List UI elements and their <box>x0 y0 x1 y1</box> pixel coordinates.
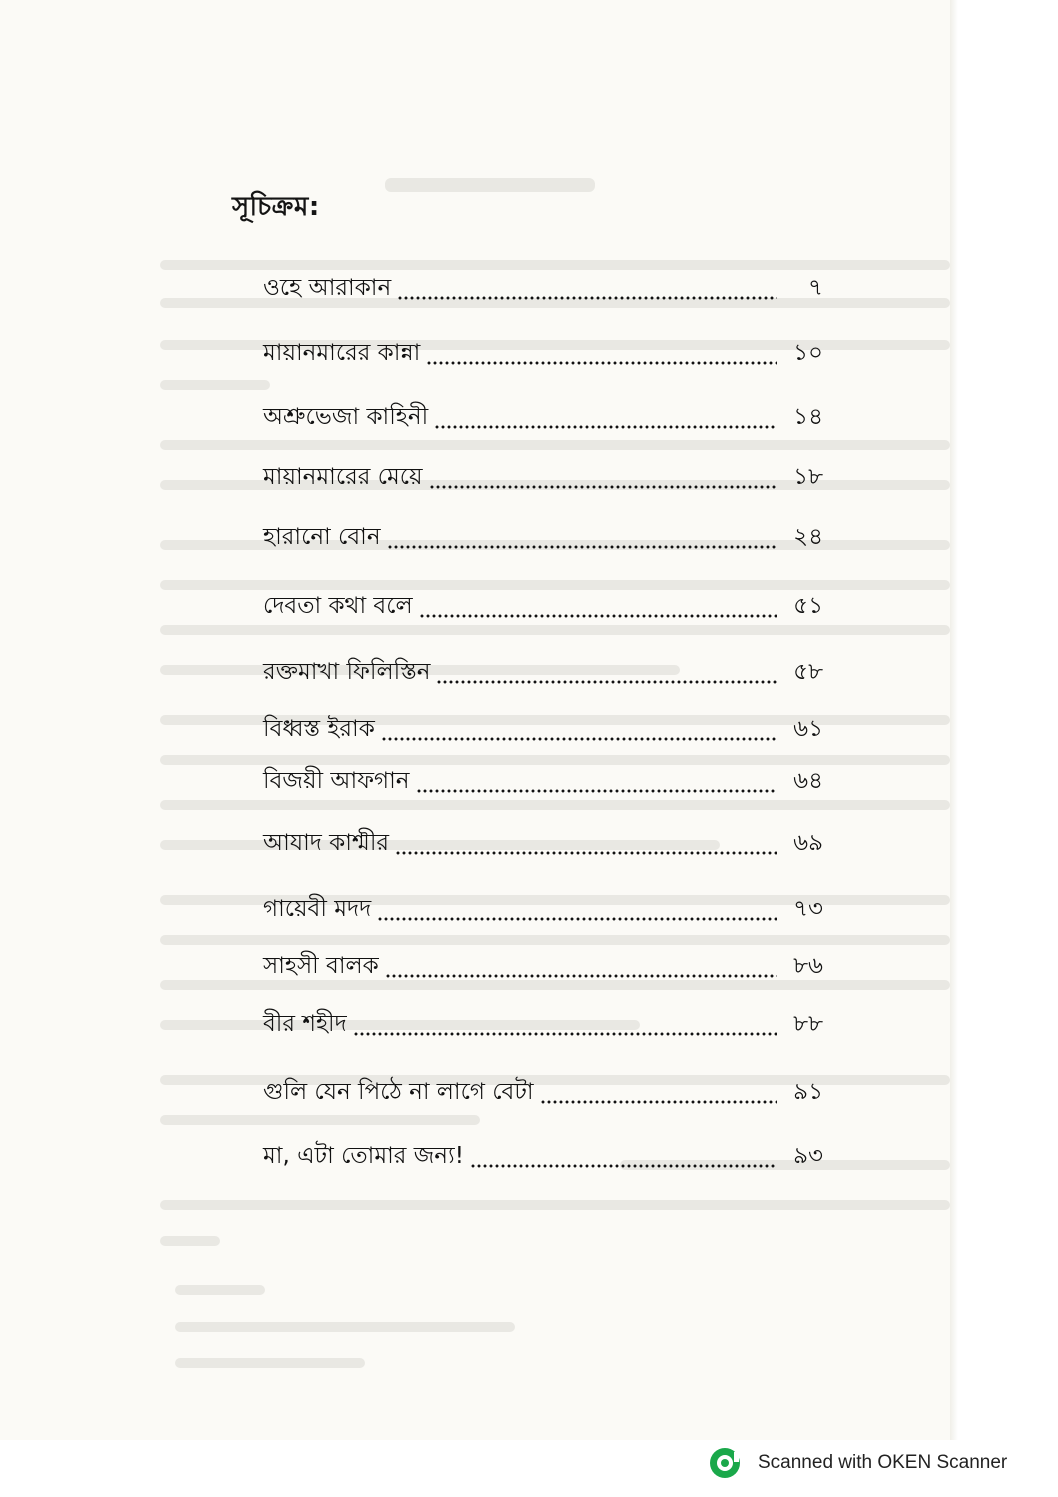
toc-entry-title: ওহে আরাকান <box>263 275 392 301</box>
toc-entry-title: সাহসী বালক <box>263 953 379 979</box>
dot-leader <box>397 296 777 300</box>
page-edge <box>950 0 958 1440</box>
toc-entry-title: দেবতা কথা বলে <box>263 593 413 619</box>
dot-leader <box>381 737 777 741</box>
toc-page-number: ৫৮ <box>793 659 823 685</box>
toc-entry <box>263 1136 823 1176</box>
toc-page-number: ৯৩ <box>793 1143 823 1169</box>
toc-entry-title: বিজয়ী আফগান <box>263 768 410 794</box>
dot-leader <box>426 361 777 365</box>
toc-page-number: ৬১ <box>793 716 823 742</box>
toc-entry <box>263 586 823 626</box>
toc-entry-title: গুলি যেন পিঠে না লাগে বেটা <box>263 1079 534 1105</box>
toc-entry <box>263 761 823 801</box>
toc-entry <box>263 517 823 557</box>
toc-entry-title: বিধ্বস্ত ইরাক <box>263 716 375 742</box>
dot-leader <box>429 485 777 489</box>
toc-entry <box>263 709 823 749</box>
dot-leader <box>434 425 777 429</box>
toc-page-number: ৬৯ <box>793 830 823 856</box>
toc-page-number: ১৪ <box>793 404 823 430</box>
toc-entry <box>263 823 823 863</box>
toc-page-number: ৭ <box>808 275 823 301</box>
dot-leader <box>377 917 777 921</box>
dot-leader <box>470 1164 777 1168</box>
toc-entry <box>263 333 823 373</box>
dot-leader <box>395 851 777 855</box>
scanner-watermark <box>708 1446 1048 1480</box>
toc-entry <box>263 1004 823 1044</box>
toc-page-number: ৯১ <box>793 1079 823 1105</box>
toc-page-number: ১৮ <box>793 464 823 490</box>
dot-leader <box>436 680 777 684</box>
toc-page-number: ৮৬ <box>793 953 823 979</box>
dot-leader <box>416 789 777 793</box>
dot-leader <box>540 1100 777 1104</box>
toc-page-number: ১০ <box>793 340 823 366</box>
toc-entry <box>263 652 823 692</box>
toc-entry-title: আযাদ কাশ্মীর <box>263 830 390 856</box>
dot-leader <box>419 614 777 618</box>
toc-heading: সূচিক্রম: <box>232 192 320 222</box>
toc-entry-title: রক্তমাখা ফিলিস্তিন <box>263 659 431 685</box>
scanner-watermark-text: Scanned with OKEN Scanner <box>758 1452 1008 1473</box>
toc-entry <box>263 397 823 437</box>
dot-leader <box>385 974 777 978</box>
toc-entry-title: হারানো বোন <box>263 524 381 550</box>
toc-entry <box>263 268 823 308</box>
toc-entry <box>263 1072 823 1112</box>
toc-page-number: ৮৮ <box>793 1011 823 1037</box>
toc-entry-title: বীর শহীদ <box>263 1011 347 1037</box>
toc-entry <box>263 889 823 929</box>
toc-page-number: ২৪ <box>793 524 823 550</box>
toc-entry-title: মা, এটা তোমার জন্য! <box>263 1143 464 1169</box>
toc-entry-title: মায়ানমারের মেয়ে <box>263 464 423 490</box>
toc-entry-title: অশ্রুভেজা কাহিনী <box>263 404 429 430</box>
toc-entry <box>263 457 823 497</box>
toc-entry <box>263 946 823 986</box>
toc-page-number: ৫১ <box>793 593 823 619</box>
dot-leader <box>387 545 777 549</box>
dot-leader <box>353 1032 777 1036</box>
toc-entry-title: গায়েবী মদদ <box>263 896 372 922</box>
toc-page-number: ৭৩ <box>793 896 823 922</box>
toc-entry-title: মায়ানমারের কান্না <box>263 340 421 366</box>
toc-page-number: ৬৪ <box>793 768 823 794</box>
oken-scanner-logo-icon <box>708 1446 742 1480</box>
